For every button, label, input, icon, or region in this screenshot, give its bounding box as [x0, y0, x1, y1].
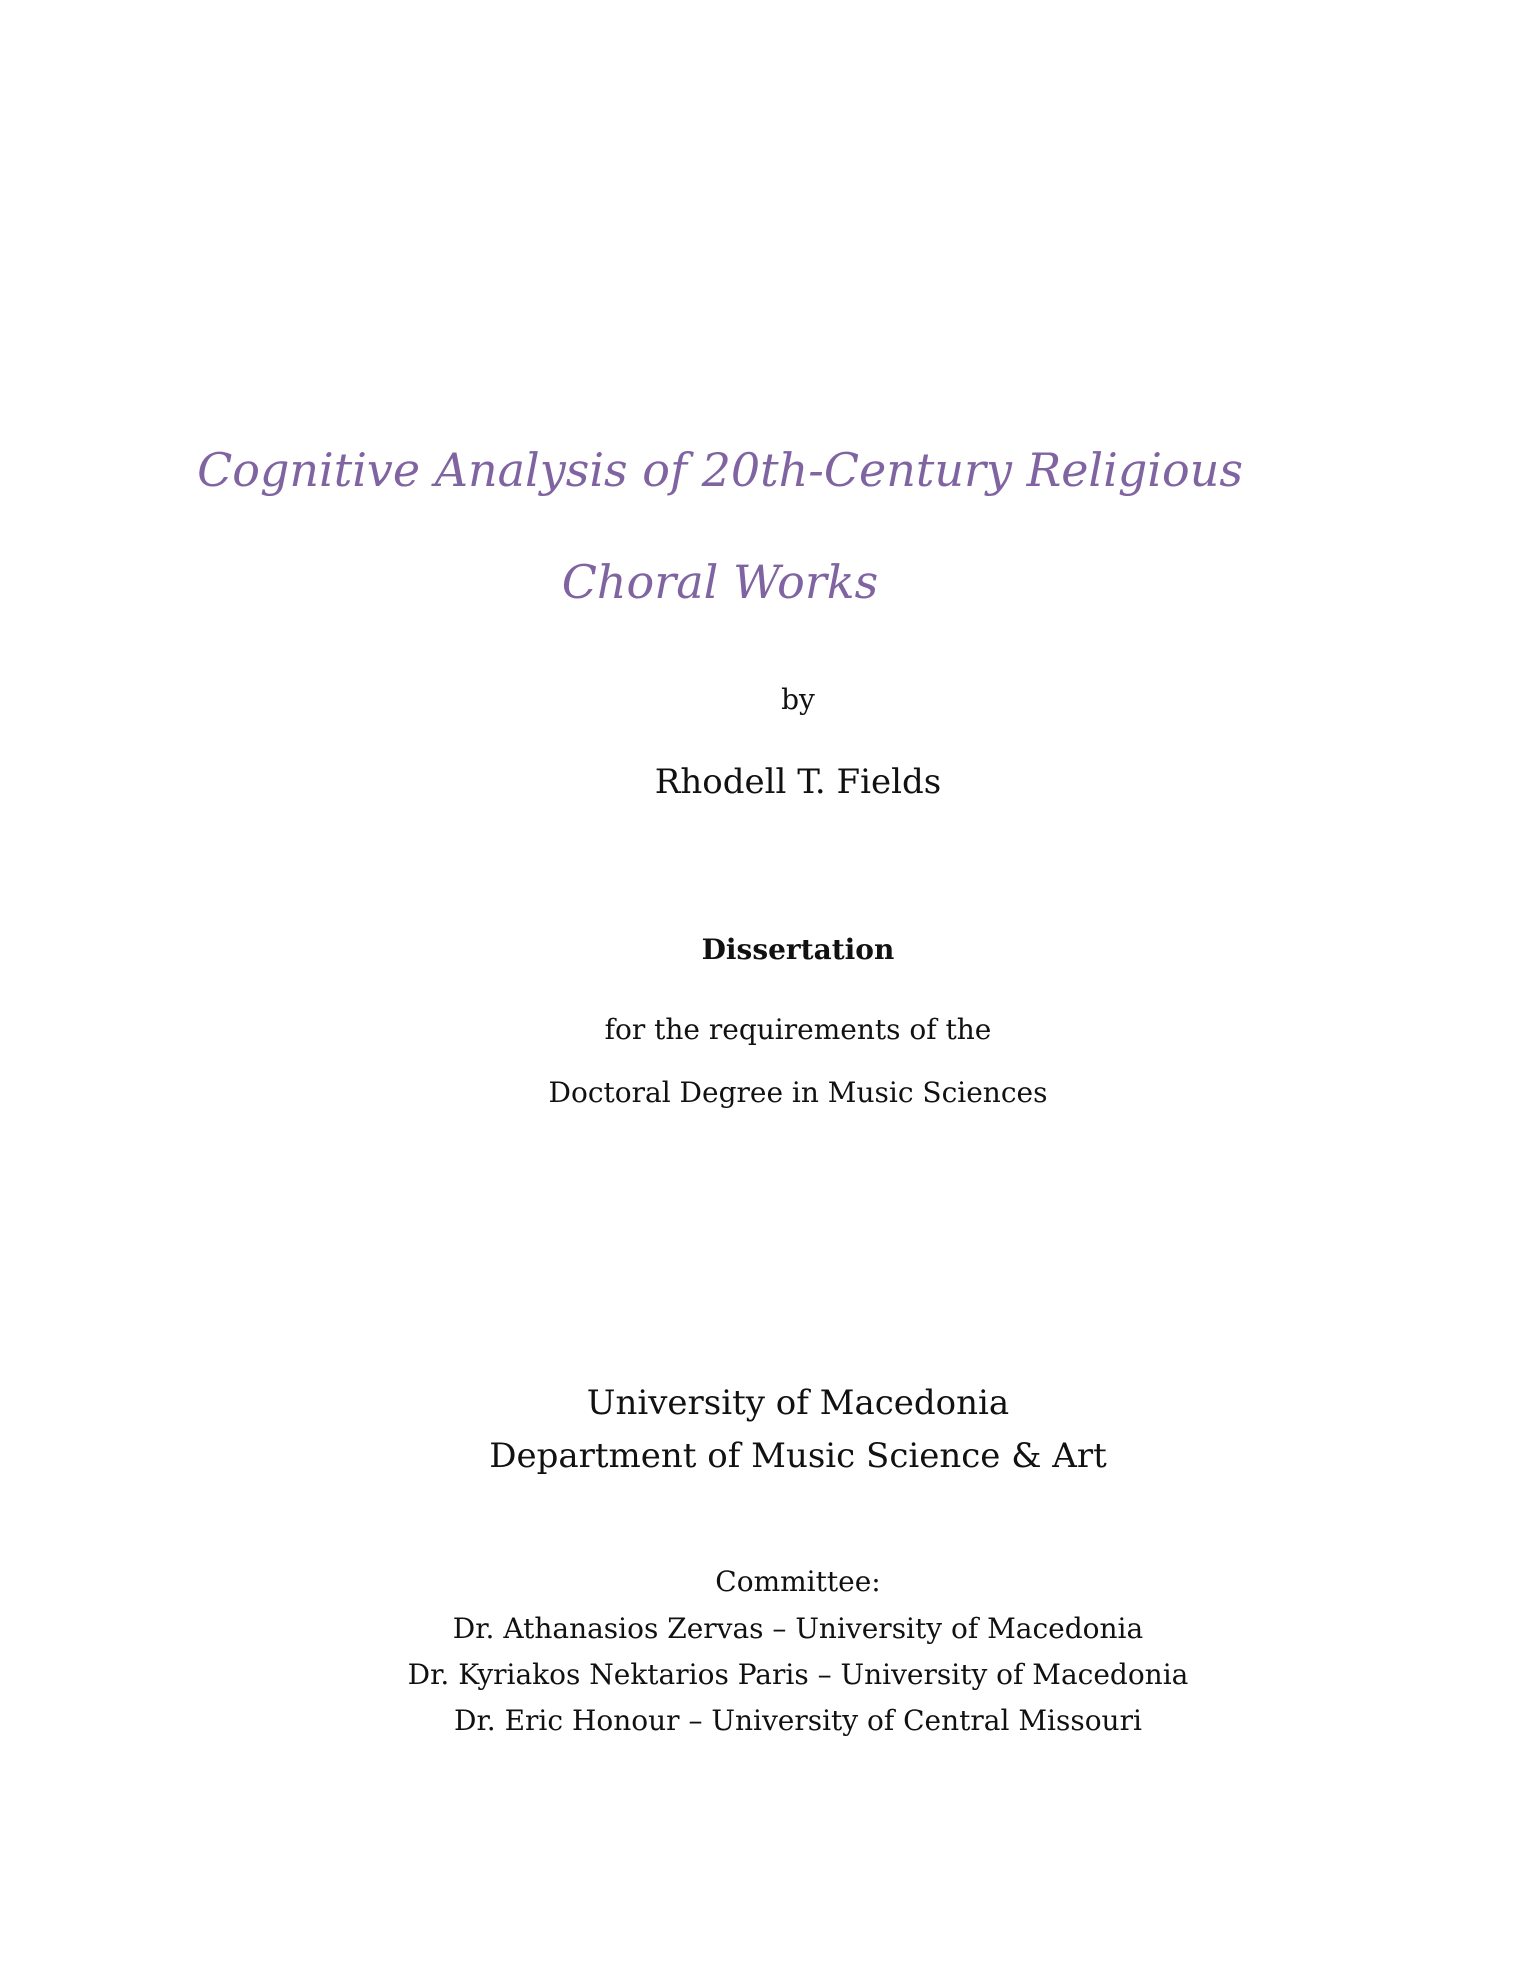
- requirements-line-1: for the requirements of the: [604, 1013, 992, 1046]
- committee-member: Dr. Eric Honour – University of Central Missouri: [454, 1704, 1142, 1737]
- committee-member: Dr. Kyriakos Nektarios Paris – University of Macedonia: [407, 1658, 1189, 1691]
- university-name: University of Macedonia: [586, 1383, 1010, 1423]
- by-label: by: [781, 683, 815, 716]
- committee-label: Committee:: [715, 1565, 881, 1598]
- title-line-2: Choral Works: [561, 555, 879, 609]
- document-type: Dissertation: [701, 933, 895, 966]
- department-name: Department of Music Science & Art: [489, 1436, 1107, 1476]
- requirements-line-2: Doctoral Degree in Music Sciences: [548, 1076, 1048, 1109]
- author-name: Rhodell T. Fields: [654, 762, 942, 802]
- committee-member: Dr. Athanasios Zervas – University of Macedonia: [452, 1612, 1144, 1645]
- title-line-1: Cognitive Analysis of 20th-Century Religious: [197, 443, 1243, 497]
